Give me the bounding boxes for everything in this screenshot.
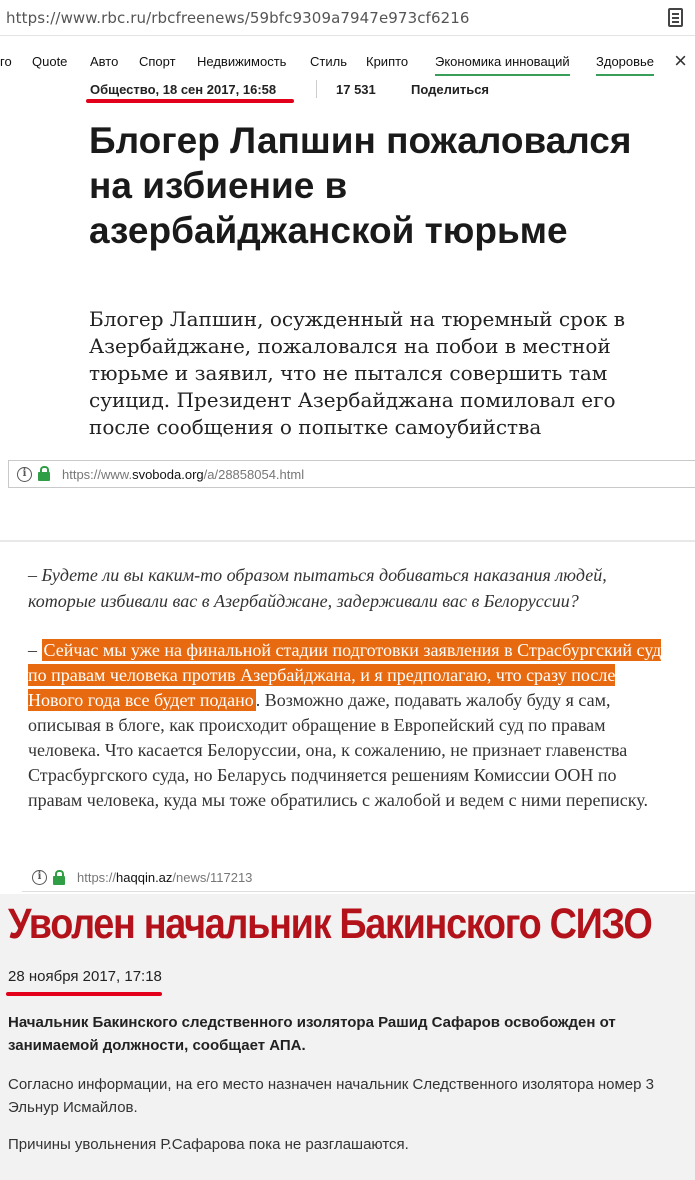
- haqqin-title: Уволен начальник Бакинского СИЗО: [8, 900, 652, 948]
- red-annotation-underline: [6, 992, 162, 996]
- nav-item-auto[interactable]: Авто: [90, 54, 119, 69]
- haqqin-paragraph-2: Причины увольнения Р.Сафарова пока не разглашаются.: [8, 1136, 409, 1153]
- nav-item-sport[interactable]: Спорт: [139, 54, 176, 69]
- reader-view-icon[interactable]: [668, 8, 683, 27]
- svoboda-address-bar[interactable]: [8, 460, 695, 488]
- nav-item-crypto[interactable]: Крипто: [366, 54, 409, 69]
- answer-rest: . Возможно даже, подавать жалобу буду я сам, описывая в блоге, как происходит обращение в Европейский суд по правам человека. Что касается Белоруссии, она, к сожалению, не признает главенства Страсбургского суда, но Беларусь подчиняется решениям Комиссии ООН по правам человека, куда мы тоже обратились с жалобой и ведем с ними переписку.: [28, 690, 648, 810]
- nav-item-innovation-economy[interactable]: Экономика инноваций: [435, 54, 570, 76]
- share-button[interactable]: Поделиться: [411, 82, 490, 97]
- haqqin-lead: Начальник Бакинского следственного изолятора Рашид Сафаров освобожден от занимаемой должности, сообщает АПА.: [8, 1014, 616, 1054]
- interview-answer: [28, 638, 668, 813]
- info-icon[interactable]: i: [17, 467, 32, 482]
- nav-item-quote[interactable]: Quote: [32, 54, 68, 69]
- rbc-headline: Блогер Лапшин пожаловался на избиение в азербайджанской тюрьме: [89, 120, 632, 251]
- lock-icon[interactable]: [53, 876, 65, 885]
- nav-item-health[interactable]: Здоровье: [596, 54, 654, 76]
- rbc-address-bar[interactable]: [0, 0, 695, 36]
- info-icon[interactable]: i: [32, 870, 47, 885]
- rbc-nav-bar: [0, 42, 695, 78]
- highlighted-text: Сейчас мы уже на финальной стадии подготовки заявления в Страсбургский суд по правам человека против Азербайджана, и я предполагаю, что сразу после Нового года все будет подано: [28, 640, 662, 710]
- haqqin-date: 28 ноября 2017, 17:18: [8, 968, 162, 985]
- haqqin-paragraph-1: Согласно информации, на его место назначен начальник Следственного изолятора номер 3 Эльнур Исмайлов.: [8, 1076, 654, 1116]
- haqqin-url[interactable]: https://haqqin.az/news/117213: [77, 870, 253, 885]
- interview-question: – Будете ли вы каким-то образом пытаться добиваться наказания людей, которые избивали вас в Азербайджане, задерживали вас в Белоруссии?: [28, 565, 607, 611]
- haqqin-address-bar[interactable]: [22, 864, 695, 892]
- meta-divider: [316, 80, 317, 98]
- red-annotation-underline: [86, 99, 294, 103]
- answer-dash: –: [28, 640, 42, 660]
- nav-item-go[interactable]: го: [0, 54, 12, 69]
- view-count: 17 531: [336, 82, 376, 97]
- close-icon[interactable]: ×: [674, 48, 687, 73]
- nav-item-style[interactable]: Стиль: [310, 54, 347, 69]
- rbc-lead: Блогер Лапшин, осужденный на тюремный срок в Азербайджане, пожаловался на побои в местной тюрьме и заявил, что не пытался совершить там суицид. Президент Азербайджана помиловал его после сообщения о попытке самоубийства: [89, 307, 626, 439]
- rbc-url[interactable]: https://www.rbc.ru/rbcfreenews/59bfc9309a7947e973cf6216: [6, 8, 470, 27]
- lock-icon[interactable]: [38, 472, 50, 481]
- svoboda-url[interactable]: https://www.svoboda.org/a/28858054.html: [62, 466, 305, 482]
- nav-item-realty[interactable]: Недвижимость: [197, 54, 287, 69]
- divider: [0, 540, 695, 542]
- article-date[interactable]: Общество, 18 сен 2017, 16:58: [90, 82, 277, 97]
